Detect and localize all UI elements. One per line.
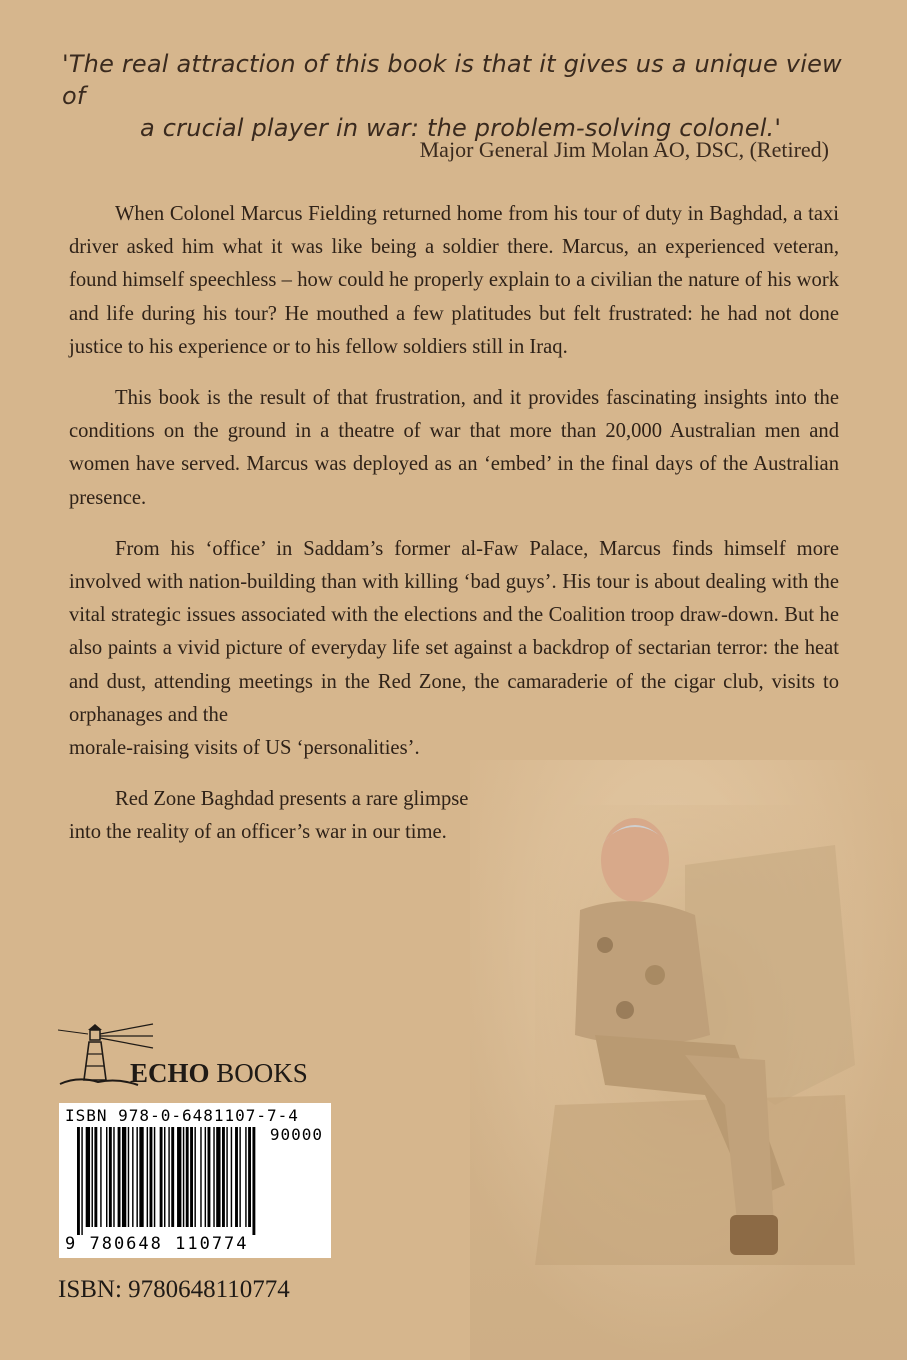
- barcode-digits: 9 780648 110774: [65, 1234, 249, 1254]
- isbn-text: ISBN: 9780648110774: [58, 1276, 290, 1303]
- blurb-paragraph-1: When Colonel Marcus Fielding returned home from his tour of duty in Baghdad, a taxi driver asked him what it was like being a soldier there. Marcus, an experienced veteran, found himself speechless – how could he properly explain to a civilian the nature of his work and life during his tour? He mouthed a few platitudes but felt frustrated: he had not done justice to his experience or to his fellow soldiers still in Iraq.: [69, 203, 839, 358]
- publisher-name: [130, 1058, 308, 1089]
- blurb-paragraph-4: [69, 783, 549, 849]
- blurb-paragraph-4-line-1: Red Zone Baghdad presents a rare glimpse: [115, 788, 469, 811]
- publisher-name-rest: BOOKS: [209, 1058, 308, 1088]
- soldier-photo: [535, 805, 855, 1265]
- barcode-isbn-label: ISBN 978-0-6481107-7-4: [65, 1106, 299, 1125]
- barcode-bars: [77, 1127, 317, 1235]
- review-quote: [62, 48, 852, 144]
- barcode-price-code: 90000: [269, 1125, 323, 1144]
- publisher-logo: [58, 1022, 348, 1092]
- blurb-paragraph-2: This book is the result of that frustration, and it provides fascinating insights into the conditions on the ground in a theatre of war that more than 20,000 Australian men and women have served. Marcus was deployed as an ‘embed’ in the final days of the Australian presence.: [69, 387, 839, 509]
- blurb-paragraph-4-line-2: into the reality of an officer’s war in our time.: [69, 821, 447, 844]
- quote-line-1: 'The real attraction of this book is that it gives us a unique view of: [62, 50, 842, 110]
- quote-attribution: Major General Jim Molan AO, DSC, (Retired): [419, 137, 829, 162]
- isbn-barcode: [59, 1103, 331, 1258]
- publisher-name-bold: ECHO: [130, 1058, 210, 1088]
- blurb-paragraph-3: [69, 533, 839, 765]
- blurb-paragraph-3-end: morale-raising visits of US ‘personalities’.: [69, 737, 420, 760]
- blurb-paragraph-3-main: From his ‘office’ in Saddam’s former al-Faw Palace, Marcus finds himself more involved with nation-building than with killing ‘bad guys’. His tour is about dealing with the vital strategic issues associated with the elections and the Coalition troop draw-down. But he also paints a vivid picture of everyday life set against a backdrop of sectarian terror: the heat and dust, attending meetings in the Red Zone, the camaraderie of the cigar club, visits to orphanages and the: [69, 537, 839, 726]
- book-blurb: [69, 198, 839, 868]
- quote-line-2: a crucial player in war: the problem-solving colonel.': [140, 114, 782, 142]
